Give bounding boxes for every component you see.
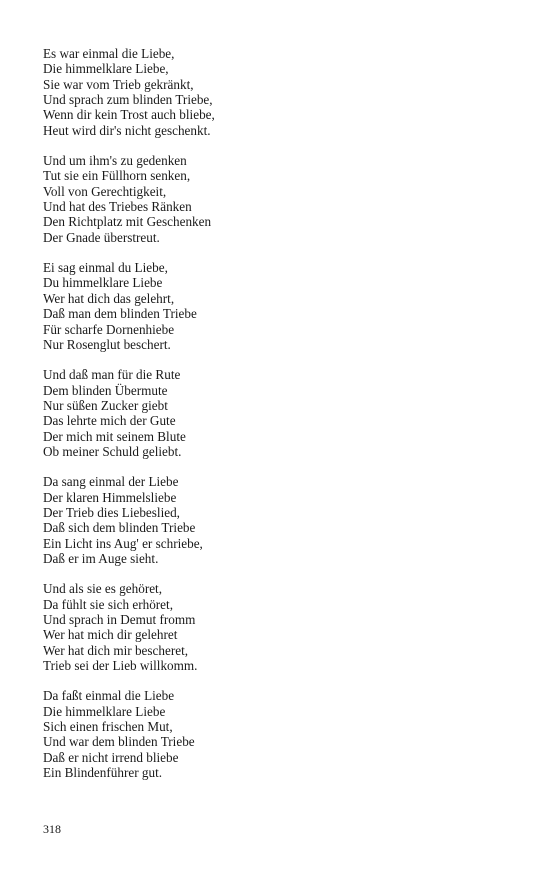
poem-text	[43, 46, 523, 795]
poem-line: Ein Blindenführer gut.	[43, 765, 163, 781]
poem-line: Für scharfe Dornenhiebe	[43, 321, 175, 337]
poem-line: Nur süßen Zucker giebt	[43, 397, 168, 413]
poem-line: Ei sag einmal du Liebe,	[43, 260, 168, 276]
poem-line: Nur Rosenglut beschert.	[43, 336, 171, 352]
poem-line: Daß er nicht irrend bliebe	[43, 749, 179, 765]
poem-line: Und war dem blinden Triebe	[43, 734, 195, 750]
stanza-6	[43, 581, 523, 673]
stanza-4	[43, 367, 523, 459]
poem-line: Und sprach zum blinden Triebe,	[43, 92, 213, 108]
stanza-5	[43, 474, 523, 566]
poem-line: Ein Licht ins Aug' er schriebe,	[43, 535, 203, 551]
poem-line: Du himmelklare Liebe	[43, 275, 163, 291]
poem-line: Es war einmal die Liebe,	[43, 46, 175, 61]
poem-line: Dem blinden Übermute	[43, 382, 168, 398]
poem-line: Heut wird dir's nicht geschenkt.	[43, 122, 211, 138]
poem-line: Der mich mit seinem Blute	[43, 428, 186, 444]
poem-line: Daß er im Auge sieht.	[43, 550, 159, 566]
poem-line: Tut sie ein Füllhorn senken,	[43, 168, 191, 184]
poem-line: Die himmelklare Liebe	[43, 703, 166, 719]
poem-line: Der Trieb dies Liebeslied,	[43, 504, 180, 520]
page-number: 318	[43, 822, 61, 836]
poem-line: Den Richtplatz mit Geschenken	[43, 214, 212, 230]
poem-line: Und hat des Triebes Ränken	[43, 199, 192, 215]
poem-line: Und sprach in Demut fromm	[43, 612, 196, 627]
poem-line: Wer hat dich mir bescheret,	[43, 642, 189, 658]
poem-line: Und als sie es gehöret,	[43, 581, 163, 597]
poem-line: Wer hat dich das gelehrt,	[43, 290, 175, 306]
poem-line: Das lehrte mich der Gute	[43, 413, 176, 429]
poem-line: Da sang einmal der Liebe	[43, 474, 179, 490]
poem-line: Sich einen frischen Mut,	[43, 719, 173, 735]
poem-line: Der Gnade überstreut.	[43, 229, 160, 245]
stanza-1	[43, 46, 523, 138]
poem-line: Voll von Gerechtigkeit,	[43, 183, 167, 199]
stanza-7	[43, 688, 523, 780]
poem-line: Und daß man für die Rute	[43, 367, 181, 383]
poem-line: Sie war vom Trieb gekränkt,	[43, 76, 194, 92]
poem-line: Daß man dem blinden Triebe	[43, 306, 197, 322]
poem-line: Daß sich dem blinden Triebe	[43, 520, 196, 536]
poem-line: Die himmelklare Liebe,	[43, 61, 169, 77]
poem-line: Und um ihm's zu gedenken	[43, 153, 187, 169]
poem-line: Ob meiner Schuld geliebt.	[43, 443, 182, 459]
stanza-3	[43, 260, 523, 352]
poem-line: Wer hat mich dir gelehret	[43, 627, 178, 643]
poem-line: Trieb sei der Lieb willkomm.	[43, 658, 198, 674]
poem-line: Wenn dir kein Trost auch bliebe,	[43, 107, 215, 123]
poem-line: Der klaren Himmelsliebe	[43, 489, 177, 505]
stanza-2	[43, 153, 523, 245]
poem-line: Da faßt einmal die Liebe	[43, 688, 175, 704]
poem-line: Da fühlt sie sich erhöret,	[43, 596, 174, 612]
